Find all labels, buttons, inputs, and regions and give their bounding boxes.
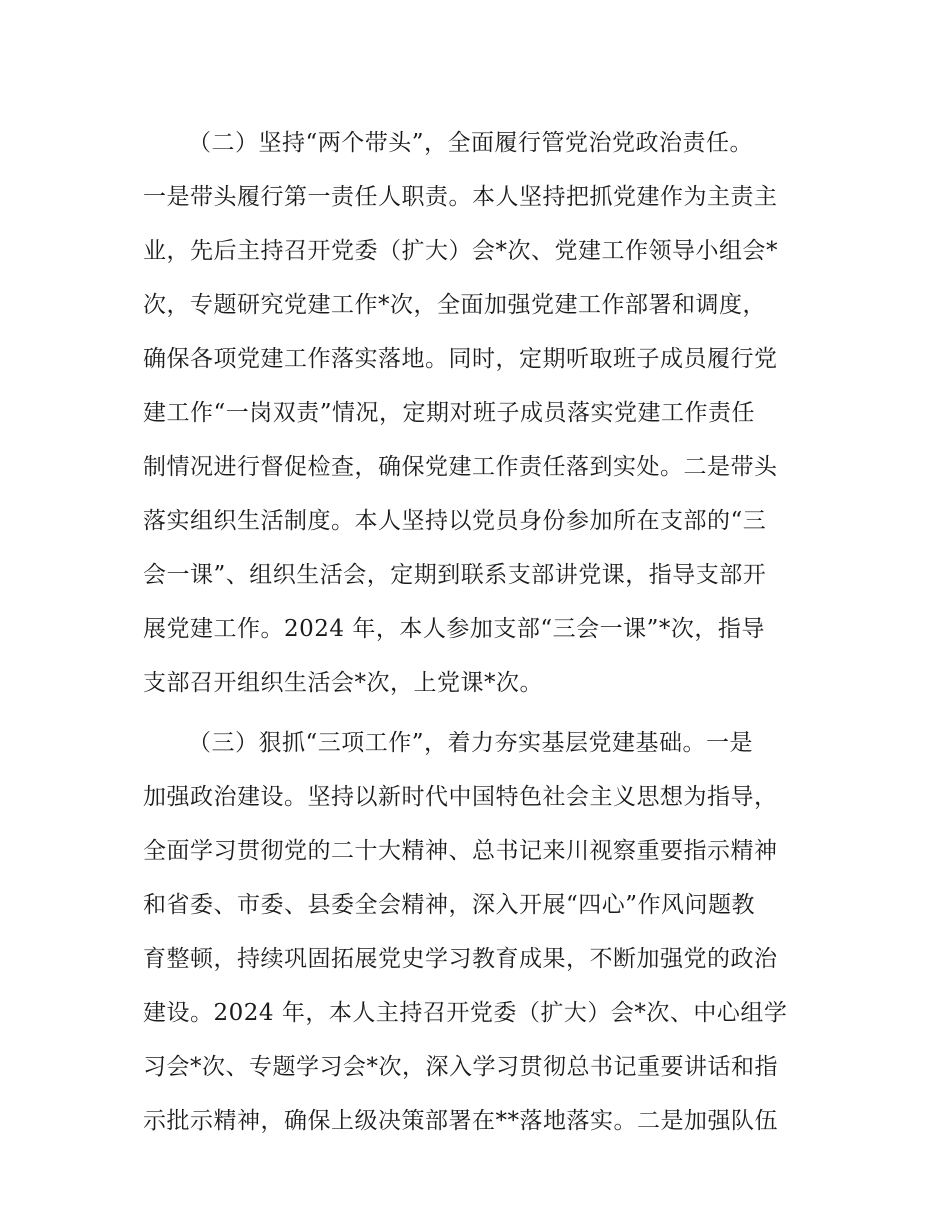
paragraph-1-line-7: 制情况进行督促检查，确保党建工作责任落到实处。二是带头 [143, 454, 778, 480]
paragraph-1-line-1: （二）坚持“两个带头”，全面履行管党治党政治责任。 [188, 130, 754, 156]
paragraph-1-line-6: 建工作“一岗双责”情况，定期对班子成员落实党建工作责任 [143, 400, 756, 426]
paragraph-1-line-4: 次，专题研究党建工作*次，全面加强党建工作部署和调度， [143, 292, 766, 318]
paragraph-2-line-8: 示批示精神，确保上级决策部署在**落地落实。二是加强队伍 [143, 1108, 778, 1134]
paragraph-2-line-7: 习会*次、专题学习会*次，深入学习贯彻总书记重要讲话和指 [143, 1054, 778, 1080]
paragraph-1-line-11: 支部召开组织生活会*次，上党课*次。 [143, 670, 543, 696]
paragraph-1-line-2: 一是带头履行第一责任人职责。本人坚持把抓党建作为主责主 [143, 184, 778, 210]
paragraph-2-line-6: 建设。2024 年，本人主持召开党委（扩大）会*次、中心组学 [143, 1000, 788, 1026]
paragraph-2-line-2: 加强政治建设。坚持以新时代中国特色社会主义思想为指导， [143, 784, 778, 810]
paragraph-1-line-5: 确保各项党建工作落实落地。同时，定期听取班子成员履行党 [143, 346, 778, 372]
paragraph-1-line-3: 业，先后主持召开党委（扩大）会*次、党建工作领导小组会* [143, 238, 778, 264]
paragraph-2-line-1: （三）狠抓“三项工作”，着力夯实基层党建基础。一是 [188, 730, 754, 756]
paragraph-1-line-8: 落实组织生活制度。本人坚持以党员身份参加所在支部的“三 [143, 508, 767, 534]
paragraph-2-line-3: 全面学习贯彻党的二十大精神、总书记来川视察重要指示精神 [143, 838, 778, 864]
paragraph-2-line-5: 育整顿，持续巩固拓展党史学习教育成果，不断加强党的政治 [143, 946, 778, 972]
paragraph-1-line-9: 会一课”、组织生活会，定期到联系支部讲党课，指导支部开 [143, 562, 767, 588]
paragraph-1-line-10: 展党建工作。2024 年，本人参加支部“三会一课”*次，指导 [143, 616, 765, 642]
paragraph-2-line-4: 和省委、市委、县委全会精神，深入开展“四心”作风问题教 [143, 892, 756, 918]
